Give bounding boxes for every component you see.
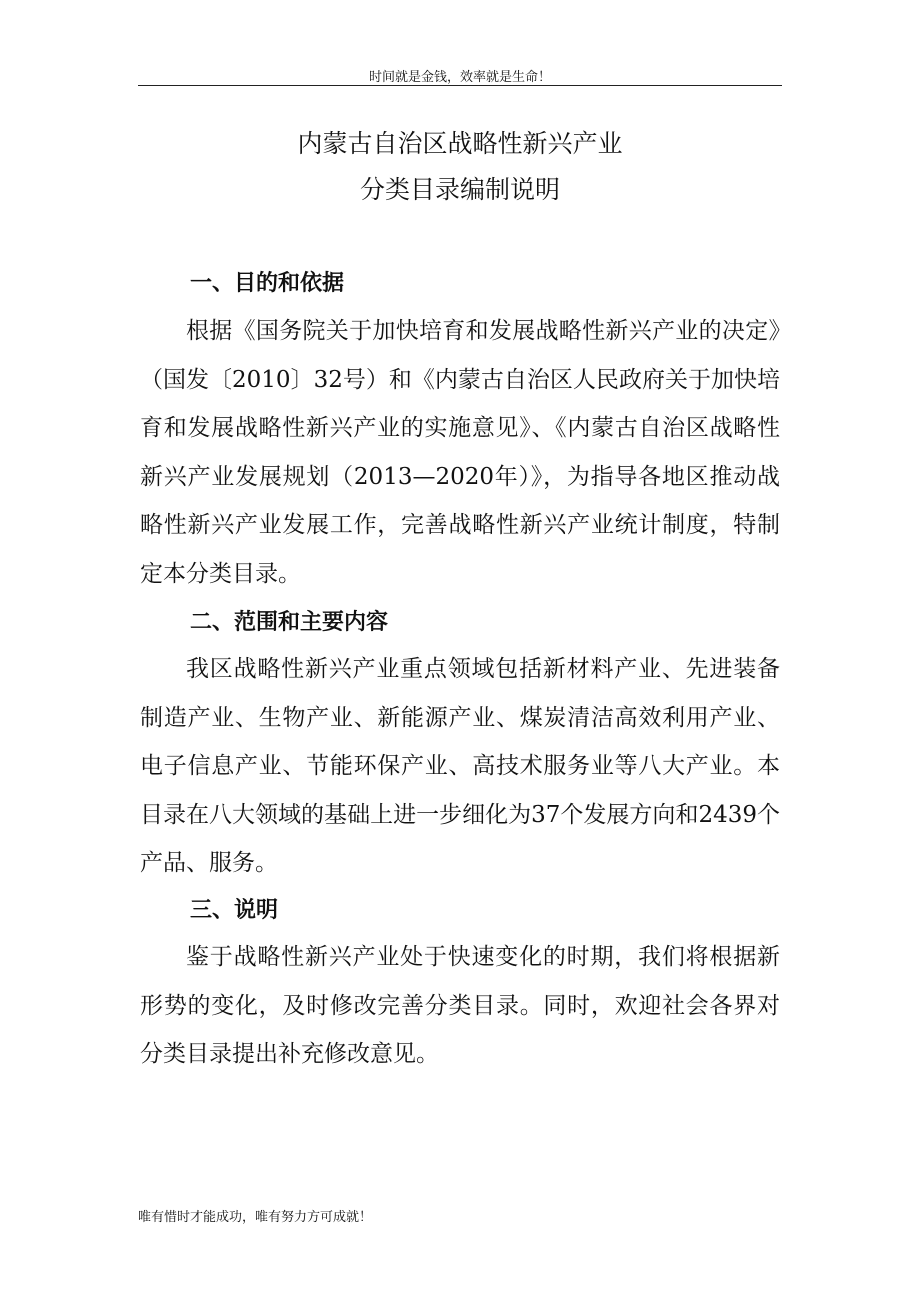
header-divider — [138, 85, 782, 86]
document-title-line1: 内蒙古自治区战略性新兴产业 — [297, 129, 623, 158]
section-paragraph-notes: 鉴于战略性新兴产业处于快速变化的时期，我们将根据新形势的变化，及时修改完善分类目录。同时，欢迎社会各界对分类目录提出补充修改意见。 — [140, 944, 780, 1067]
page-footer-motto: 唯有惜时才能成功，唯有努力方可成就！ — [138, 1210, 373, 1225]
section-heading-scope: 二、范围和主要内容 — [190, 610, 389, 635]
document-title-line2: 分类目录编制说明 — [359, 175, 560, 204]
page-header-motto: 时间就是金钱，效率就是生命！ — [368, 70, 551, 85]
section-paragraph-scope: 我区战略性新兴产业重点领域包括新材料产业、先进装备制造产业、生物产业、新能源产业、煤炭清洁高效利用产业、电子信息产业、节能环保产业、高技术服务业等八大产业。本目录在八大领域的基础上进一步细化为37个发展方向和2439个产品、服务。 — [140, 656, 780, 876]
section-heading-notes: 三、说明 — [190, 898, 279, 923]
section-heading-purpose: 一、目的和依据 — [190, 271, 345, 296]
section-paragraph-purpose: 根据《国务院关于加快培育和发展战略性新兴产业的决定》（国发〔2010〕32号）和《内蒙古自治区人民政府关于加快培育和发展战略性新兴产业的实施意见》、《内蒙古自治区战略性新兴产业发展规划（2013—2020年）》，为指导各地区推动战略性新兴产业发展工作，完善战略性新兴产业统计制度，特制定本分类目录。 — [140, 318, 780, 587]
